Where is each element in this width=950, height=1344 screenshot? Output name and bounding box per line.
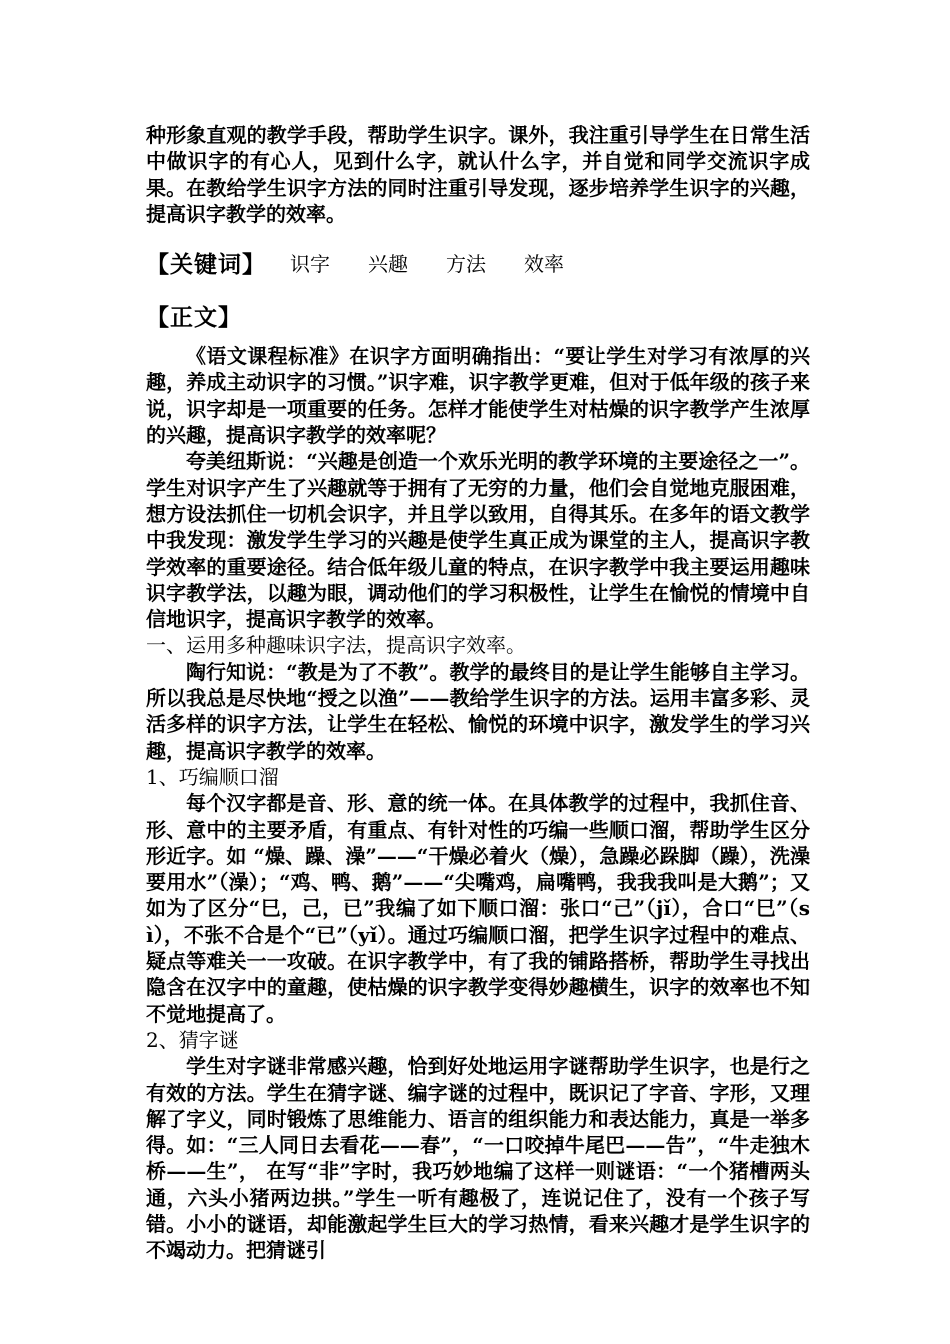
keyword-item: 兴趣 (368, 251, 408, 276)
paragraph: 夸美纽斯说：“兴趣是创造一个欢乐光明的教学环境的主要途径之一”。学生对识字产生了兴趣就等于拥有了无穷的力量，他们会自觉地克服困难，想方设法抓住一切机会识字，并且学以致用，自得其乐。在多年的语文教学中我发现：激发学生学习的兴趣是使学生真正成为课堂的主人，提高识字教学效率的重要途径。结合低年级儿童的特点，在识字教学中我主要运用趣味识字教学法，以趣为眼，调动他们的学习积极性，让学生在愉悦的情境中自信地识字，提高识字教学的效率。 (146, 449, 810, 632)
keyword-item: 效率 (524, 251, 564, 276)
subsection-heading: 2、猜字谜 (146, 1027, 239, 1052)
keyword-item: 识字 (290, 251, 330, 276)
abstract-tail: 种形象直观的教学手段，帮助学生识字。课外，我注重引导学生在日常生活中做识字的有心人，见到什么字，就认什么字，并自觉和同学交流识字成果。在教给学生识字方法的同时注重引导发现，逐步培养学生识字的兴趣，提高识字教学的效率。 (146, 123, 810, 226)
paragraph: 学生对字谜非常感兴趣，恰到好处地运用字谜帮助学生识字，也是行之有效的方法。学生在猜字谜、编字谜的过程中，既识记了字音、字形，又理解了字义，同时锻炼了思维能力、语言的组织能力和表达能力，真是一举多得。如：“三人同日去看花——春”，“一口咬掉牛尾巴——告”，“牛走独木桥——生”， 在写“非”字时，我巧妙地编了这样一则谜语：“一个猪槽两头通，六头小猪两边拱。”学生一听有趣极了，连说记住了，没有一个孩子写错。小小的谜语，却能激起学生巨大的学习热情，看来兴趣才是学生识字的不竭动力。把猜谜引 (146, 1054, 810, 1263)
keyword-item: 方法 (446, 251, 486, 276)
body-section-title: 【正文】 (146, 304, 242, 332)
keywords-line (146, 245, 810, 279)
keywords-title: 【关键词】 (146, 250, 266, 278)
paragraph: 《语文课程标准》在识字方面明确指出：“要让学生对学习有浓厚的兴趣，养成主动识字的习惯。”识字难，识字教学更难，但对于低年级的孩子来说，识字却是一项重要的任务。怎样才能使学生对枯燥的识字教学产生浓厚的兴趣，提高识字教学的效率呢？ (146, 344, 810, 448)
paragraph: 陶行知说：“教是为了不教”。教学的最终目的是让学生能够自主学习。所以我总是尽快地“授之以渔”——教给学生识字的方法。运用丰富多彩、灵活多样的识字方法，让学生在轻松、愉悦的环境中识字，激发学生的学习兴趣，提高识字教学的效率。 (146, 659, 810, 763)
paragraph: 每个汉字都是音、形、意的统一体。在具体教学的过程中，我抓住音、形、意中的主要矛盾，有重点、有针对性的巧编一些顺口溜，帮助学生区分形近字。如 “燥、躁、澡”——“干燥必着火（燥），急躁必跺脚（躁），洗澡要用水”（澡）；“鸡、鸭、鹅”——“尖嘴鸡，扁嘴鸭，我我我叫是大鹅”；又如为了区分“巳，己，已”我编了如下顺口溜：张口“己”（jǐ），合口“巳”（sì），不张不合是个“已”（yǐ）。通过巧编顺口溜，把学生识字过程中的难点、疑点等难关一一攻破。在识字教学中，有了我的铺路搭桥，帮助学生寻找出隐含在汉字中的童趣，使枯燥的识字教学变得妙趣横生，识字的效率也不知不觉地提高了。 (146, 791, 810, 1026)
section-heading: 一、运用多种趣味识字法，提高识字效率。 (146, 633, 526, 658)
document-page (146, 122, 810, 1264)
subsection-heading: 1、巧编顺口溜 (146, 764, 279, 789)
